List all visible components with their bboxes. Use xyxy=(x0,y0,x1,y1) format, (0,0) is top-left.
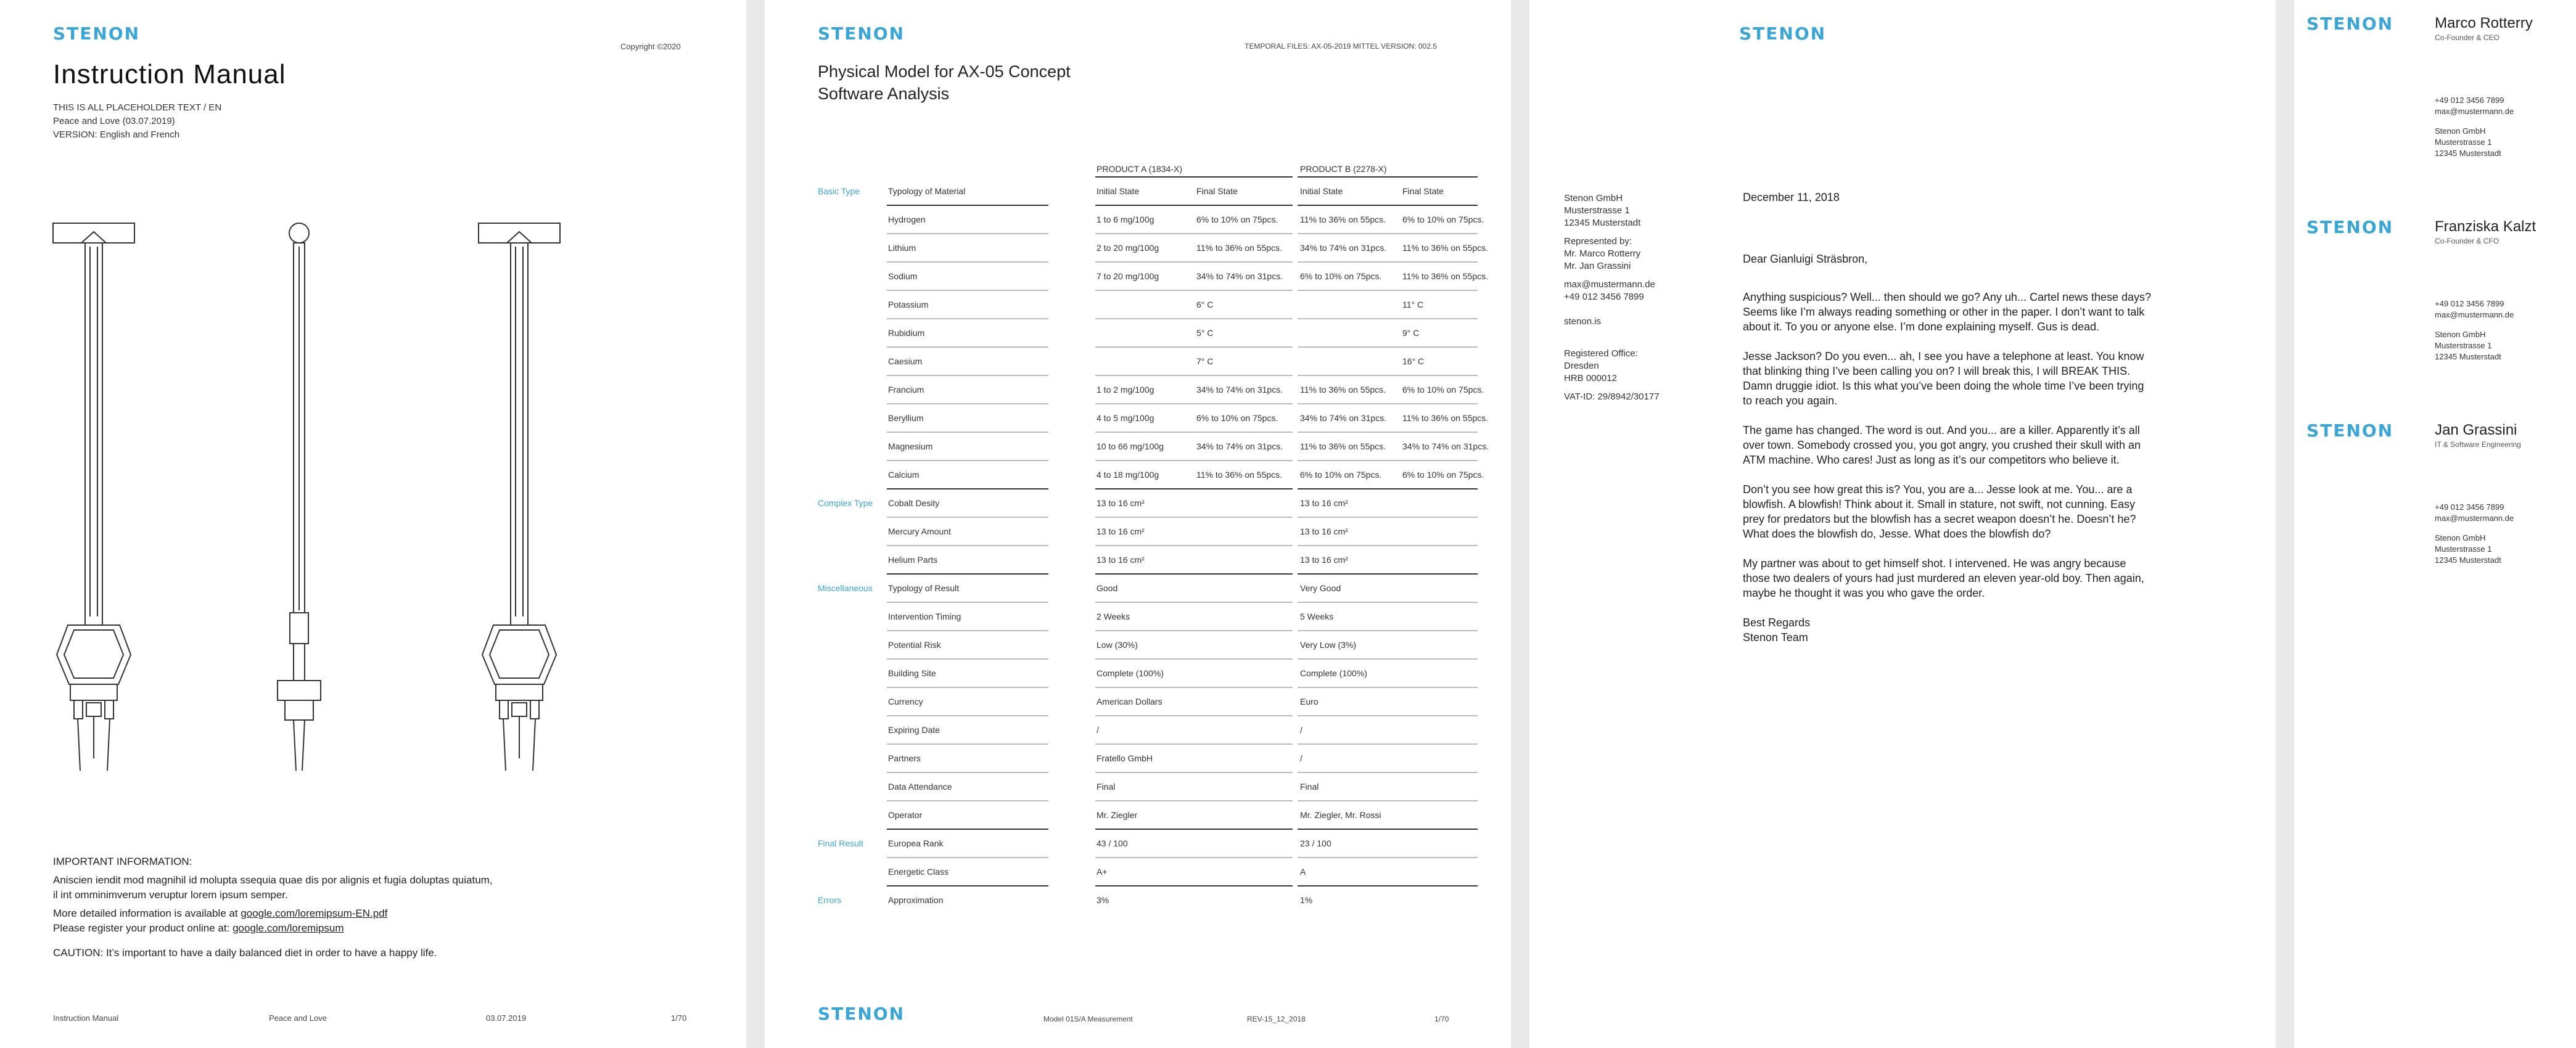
row-label: Energetic Class xyxy=(888,867,949,877)
product-b-initial-cell: 34% to 74% on 31pcs. xyxy=(1300,243,1387,253)
page-title: Instruction Manual xyxy=(53,59,286,89)
product-b-initial-cell: 11% to 36% on 55pcs. xyxy=(1300,441,1386,451)
meta-line: THIS IS ALL PLACEHOLDER TEXT / EN xyxy=(53,102,222,113)
product-a-initial-cell: 13 to 16 cm² xyxy=(1097,555,1145,565)
person-email[interactable]: max@mustermann.de xyxy=(2435,514,2514,523)
row-label: Sodium xyxy=(888,271,918,281)
paragraph-line: to reach you again. xyxy=(1743,395,1838,407)
person-address-line: Musterstrasse 1 xyxy=(2435,137,2492,147)
row-label: Operator xyxy=(888,810,923,820)
product-b-initial-cell: Final xyxy=(1300,782,1319,792)
comparison-table xyxy=(818,159,1489,915)
row-label: Helium Parts xyxy=(888,555,938,565)
table-row xyxy=(818,830,1478,858)
product-a-initial-cell: A+ xyxy=(1097,867,1108,877)
meta-line: VERSION: English and French xyxy=(53,129,180,140)
product-b-initial-cell: 23 / 100 xyxy=(1300,838,1331,848)
register-line xyxy=(53,921,670,936)
product-a-initial-cell: Initial State xyxy=(1097,186,1140,196)
office-city: Dresden xyxy=(1564,361,1599,371)
person-address-line: Stenon GmbH xyxy=(2435,330,2486,339)
paragraph-line: that blinking thing I’ve been calling you on? I will break this, I will BREAK THIS. xyxy=(1743,365,2130,377)
letter-paragraph xyxy=(1743,556,2212,600)
address-line: Musterstrasse 1 xyxy=(1564,205,1630,216)
paragraph-line: prey for predators but the blowfish has a secret weapon doesn’t he. Doesn’t he? xyxy=(1743,513,2136,525)
important-heading: IMPORTANT INFORMATION: xyxy=(53,856,192,867)
table-row xyxy=(818,716,1478,745)
product-b-final-cell: Final State xyxy=(1402,186,1444,196)
product-b-final-cell: 6% to 10% on 75pcs. xyxy=(1402,470,1484,480)
paragraph-line: My partner was about to get himself shot. I intervened. He was angry because xyxy=(1743,557,2126,570)
product-b-initial-cell: Very Low (3%) xyxy=(1300,640,1357,650)
person-name: Jan Grassini xyxy=(2435,422,2517,438)
representative-name: Mr. Jan Grassini xyxy=(1564,261,1631,271)
more-info-line xyxy=(53,906,670,921)
row-section-label: Basic Type xyxy=(818,186,860,196)
product-a-initial-cell: 4 to 18 mg/100g xyxy=(1097,470,1159,480)
table-row xyxy=(818,745,1478,773)
row-label: Approximation xyxy=(888,895,944,905)
table-row xyxy=(818,348,1478,376)
important-line: Aniscien iendit mod magnihil id molupta ssequia quae dis por alignis et fugia doluptas quiatum, xyxy=(53,874,493,886)
product-b-final-cell: 11% to 36% on 55pcs. xyxy=(1402,243,1489,253)
paragraph-line: Seems like I’m always reading something or other in the paper. I don’t want to talk xyxy=(1743,306,2145,318)
table-row xyxy=(818,688,1478,716)
row-label: Building Site xyxy=(888,668,936,678)
person-role: Co-Founder & CEO xyxy=(2435,33,2500,42)
table-row xyxy=(818,660,1478,688)
letter-body xyxy=(1743,190,2212,645)
product-b-initial-cell: Euro xyxy=(1300,697,1319,706)
table-row xyxy=(818,631,1478,660)
row-label: Magnesium xyxy=(888,441,933,451)
product-a-initial-cell: 1 to 2 mg/100g xyxy=(1097,385,1154,395)
stenon-logo: STENON xyxy=(53,23,141,44)
product-b-initial-cell: 13 to 16 cm² xyxy=(1300,498,1348,508)
website-link[interactable]: stenon.is xyxy=(1564,316,1602,327)
stenon-logo: STENON xyxy=(2306,14,2394,34)
person-address-line: 12345 Musterstadt xyxy=(2435,149,2501,158)
table-row xyxy=(818,291,1478,319)
product-a-initial-cell: 2 to 20 mg/100g xyxy=(1097,243,1159,253)
product-b-final-cell: 11° C xyxy=(1402,300,1424,309)
paragraph-line: over town. Somebody crossed you, you got angry, you crushed their skull with an xyxy=(1743,439,2141,451)
paragraph-line: blowfish. A blowfish! Think about it. Small in stature, not swift, not cunning. Easy xyxy=(1743,498,2135,510)
device-side-view-drawing xyxy=(271,216,327,783)
product-b-final-cell: 16° C xyxy=(1402,356,1425,366)
address-line: 12345 Musterstadt xyxy=(1564,218,1641,228)
row-label: Beryllium xyxy=(888,413,924,423)
footer-page-number: 1/70 xyxy=(1434,1015,1449,1023)
product-a-final-cell: 34% to 74% on 31pcs. xyxy=(1196,441,1283,451)
row-label: Mercury Amount xyxy=(888,526,951,536)
product-a-initial-cell: 10 to 66 mg/100g xyxy=(1097,441,1164,451)
paragraph-line: those two dealers of yours had just murdered an eleven year-old boy. Then again, xyxy=(1743,572,2144,584)
product-b-initial-cell: 34% to 74% on 31pcs. xyxy=(1300,413,1387,423)
product-a-initial-cell: Fratello GmbH xyxy=(1097,753,1153,763)
paragraph-line: What does the blowfish do, Jesse. What does the blowfish do? xyxy=(1743,528,2051,540)
register-link[interactable]: google.com/loremipsum xyxy=(232,922,344,934)
product-a-final-cell: 6° C xyxy=(1196,300,1214,309)
product-b-final-cell: 11% to 36% on 55pcs. xyxy=(1402,413,1489,423)
product-a-initial-cell: 43 / 100 xyxy=(1097,838,1128,848)
product-b-initial-cell: 6% to 10% on 75pcs. xyxy=(1300,470,1382,480)
product-b-initial-cell: Mr. Ziegler, Mr. Rossi xyxy=(1300,810,1381,820)
paragraph-line: The game has changed. The word is out. And you... are a killer. Apparently it’s all xyxy=(1743,424,2140,436)
contact-email[interactable]: max@mustermann.de xyxy=(1564,279,1655,290)
person-phone: +49 012 3456 7899 xyxy=(2435,502,2504,512)
letter-paragraph xyxy=(1743,290,2212,334)
sender-sidebar xyxy=(1564,192,1660,403)
stenon-logo: STENON xyxy=(2306,420,2394,441)
product-a-final-cell: 7° C xyxy=(1196,356,1214,366)
product-a-header: PRODUCT A (1834-X) xyxy=(1097,164,1183,174)
product-b-initial-cell: 6% to 10% on 75pcs. xyxy=(1300,271,1382,281)
table-row xyxy=(818,801,1478,830)
product-a-initial-cell: Final xyxy=(1097,782,1116,792)
device-front-view-drawing xyxy=(49,216,142,783)
person-address-line: 12345 Musterstadt xyxy=(2435,352,2501,361)
stenon-logo: STENON xyxy=(818,23,905,44)
product-a-final-cell: 5° C xyxy=(1196,328,1214,338)
business-cards-page xyxy=(2294,0,2576,1048)
product-b-final-cell: 9° C xyxy=(1402,328,1420,338)
address-line: Stenon GmbH xyxy=(1564,193,1623,203)
row-label: Expiring Date xyxy=(888,725,940,735)
header-file-info: TEMPORAL FILES: AX-05-2019 MITTEL VERSION: 002.5 xyxy=(1245,42,1437,51)
product-a-initial-cell: 13 to 16 cm² xyxy=(1097,526,1145,536)
row-label: Currency xyxy=(888,697,923,706)
person-address-line: Stenon GmbH xyxy=(2435,533,2486,542)
vat-id: VAT-ID: 29/8942/30177 xyxy=(1564,391,1660,402)
product-a-initial-cell: Good xyxy=(1097,583,1118,593)
row-label: Data Attendance xyxy=(888,782,952,792)
table-row xyxy=(818,886,1478,915)
product-a-final-cell: 6% to 10% on 75pcs. xyxy=(1196,413,1278,423)
caution-text: CAUTION: It’s important to have a daily balanced diet in order to have a happy life. xyxy=(53,947,437,959)
stenon-footer-logo: STENON xyxy=(818,1004,905,1024)
product-a-initial-cell: 7 to 20 mg/100g xyxy=(1097,271,1159,281)
contact-phone: +49 012 3456 7899 xyxy=(1564,292,1644,302)
product-b-final-cell: 6% to 10% on 75pcs. xyxy=(1402,385,1484,395)
person-role: IT & Software Engineering xyxy=(2435,440,2521,449)
person-name: Marco Rotterry xyxy=(2435,15,2533,31)
product-b-initial-cell: A xyxy=(1300,867,1306,877)
table-header xyxy=(818,159,1478,178)
analysis-table-page xyxy=(765,0,1511,1048)
product-b-initial-cell: 13 to 16 cm² xyxy=(1300,555,1348,565)
table-row xyxy=(818,546,1478,575)
important-info-block xyxy=(53,854,670,960)
table-row xyxy=(818,518,1478,546)
table-row xyxy=(818,206,1484,234)
person-contact xyxy=(2435,95,2514,159)
row-section-label: Final Result xyxy=(818,838,863,848)
product-a-initial-cell: Mr. Ziegler xyxy=(1097,810,1138,820)
product-b-header: PRODUCT B (2278-X) xyxy=(1300,164,1387,174)
closing-signature: Stenon Team xyxy=(1743,631,1808,644)
product-a-initial-cell: / xyxy=(1097,725,1099,735)
row-label: Europea Rank xyxy=(888,838,944,848)
paragraph-line: about it. To you or anyone else. I’m done explaining myself. Gus is dead. xyxy=(1743,321,2100,333)
pdf-link[interactable]: google.com/loremipsum-EN.pdf xyxy=(241,907,388,919)
letter-paragraph xyxy=(1743,482,2212,541)
paragraph-line: Anything suspicious? Well... then should we go? Any uh... Cartel news these days? xyxy=(1743,291,2152,303)
row-label: Rubidium xyxy=(888,328,925,338)
product-b-initial-cell: Complete (100%) xyxy=(1300,668,1367,678)
row-label: Typology of Material xyxy=(888,186,966,196)
product-a-initial-cell: 1 to 6 mg/100g xyxy=(1097,215,1154,224)
row-label: Intervention Timing xyxy=(888,612,961,621)
row-section-label: Errors xyxy=(818,895,842,905)
product-b-final-cell: 11% to 36% on 55pcs. xyxy=(1402,271,1489,281)
stenon-logo: STENON xyxy=(1739,23,1827,44)
row-section-label: Miscellaneous xyxy=(818,583,873,593)
letter-salutation: Dear Gianluigi Sträsbron, xyxy=(1743,253,1868,265)
title-line: Physical Model for AX-05 Concept xyxy=(818,62,1071,81)
product-a-final-cell: 34% to 74% on 31pcs. xyxy=(1196,385,1283,395)
title-line: Software Analysis xyxy=(818,84,950,103)
row-label: Caesium xyxy=(888,356,923,366)
table-row xyxy=(818,461,1484,489)
product-b-initial-cell: 11% to 36% on 55pcs. xyxy=(1300,385,1386,395)
copyright-text: Copyright ©2020 xyxy=(620,42,681,51)
product-b-initial-cell: Very Good xyxy=(1300,583,1341,593)
product-b-final-cell: 6% to 10% on 75pcs. xyxy=(1402,215,1484,224)
product-a-initial-cell: 3% xyxy=(1097,895,1109,905)
person-email[interactable]: max@mustermann.de xyxy=(2435,107,2514,116)
person-address-line: Stenon GmbH xyxy=(2435,126,2486,136)
person-phone: +49 012 3456 7899 xyxy=(2435,96,2504,105)
more-info-text: More detailed information is available at xyxy=(53,907,241,919)
product-b-initial-cell: 13 to 16 cm² xyxy=(1300,526,1348,536)
person-address-line: Musterstrasse 1 xyxy=(2435,341,2492,350)
row-label: Partners xyxy=(888,753,921,763)
table-row xyxy=(818,489,1478,518)
paragraph-line: ATM machine. Who cares! Just as long as it’s our competitors who believe it. xyxy=(1743,454,2120,466)
product-a-final-cell: 11% to 36% on 55pcs. xyxy=(1196,243,1283,253)
instruction-manual-page xyxy=(0,0,746,1048)
footer-date: 03.07.2019 xyxy=(486,1013,527,1023)
meta-line: Peace and Love (03.07.2019) xyxy=(53,116,175,126)
product-a-initial-cell: 2 Weeks xyxy=(1097,612,1130,621)
person-contact xyxy=(2435,298,2514,362)
product-a-initial-cell: American Dollars xyxy=(1097,697,1162,706)
letter-paragraphs xyxy=(1743,290,2212,600)
letter-paragraph xyxy=(1743,349,2212,408)
office-heading: Registered Office: xyxy=(1564,348,1638,359)
table-row xyxy=(818,858,1478,886)
paragraph-line: Don’t you see how great this is? You, you are a... Jesse look at me. You... are a xyxy=(1743,483,2133,496)
closing-line: Best Regards xyxy=(1743,616,1811,629)
footer-revision: REV-15_12_2018 xyxy=(1247,1015,1306,1023)
product-a-initial-cell: 13 to 16 cm² xyxy=(1097,498,1145,508)
row-label: Potential Risk xyxy=(888,640,941,650)
paragraph-line: Damn druggie idiot. Is this what you’ve been doing the whole time I’ve been trying xyxy=(1743,380,2144,392)
footer-page-number: 1/70 xyxy=(671,1013,687,1023)
page-title xyxy=(818,60,1071,105)
footer-model: Model 01S/A Measurement xyxy=(1043,1015,1133,1023)
letter-closing xyxy=(1743,615,2212,645)
device-back-view-drawing xyxy=(475,216,567,783)
product-a-initial-cell: Low (30%) xyxy=(1097,640,1138,650)
product-b-initial-cell: / xyxy=(1300,725,1302,735)
office-hrb: HRB 000012 xyxy=(1564,373,1617,383)
table-row xyxy=(818,234,1489,263)
row-section-label: Complex Type xyxy=(818,498,873,508)
paragraph-line: Jesse Jackson? Do you even... ah, I see you have a telephone at least. You know xyxy=(1743,350,2144,362)
product-b-initial-cell: 1% xyxy=(1300,895,1313,905)
stenon-logo: STENON xyxy=(2306,217,2394,237)
represented-heading: Represented by: xyxy=(1564,236,1632,247)
document-meta xyxy=(53,101,221,142)
representative-name: Mr. Marco Rotterry xyxy=(1564,248,1641,259)
table-body xyxy=(818,178,1489,915)
product-b-initial-cell: 11% to 36% on 55pcs. xyxy=(1300,215,1386,224)
table-row xyxy=(818,376,1484,404)
table-row xyxy=(818,263,1489,291)
table-row xyxy=(818,433,1489,461)
footer-tagline: Peace and Love xyxy=(269,1013,327,1023)
product-a-final-cell: Final State xyxy=(1196,186,1238,196)
product-b-final-cell: 34% to 74% on 31pcs. xyxy=(1402,441,1489,451)
table-row xyxy=(818,773,1478,801)
product-a-final-cell: 11% to 36% on 55pcs. xyxy=(1196,470,1283,480)
table-row xyxy=(818,575,1478,603)
table-row xyxy=(818,319,1478,348)
product-a-initial-cell: 4 to 5 mg/100g xyxy=(1097,413,1154,423)
product-b-initial-cell: Initial State xyxy=(1300,186,1343,196)
letter-paragraph xyxy=(1743,423,2212,467)
row-label: Hydrogen xyxy=(888,215,926,224)
row-label: Typology of Result xyxy=(888,583,960,593)
person-address-line: Musterstrasse 1 xyxy=(2435,544,2492,554)
paragraph-line: maybe he thought it was you who gave the order. xyxy=(1743,587,1985,599)
important-line: il int omminimverum veruptur lorem ipsum semper. xyxy=(53,889,288,901)
row-label: Calcium xyxy=(888,470,920,480)
footer-doc-name: Instruction Manual xyxy=(53,1013,119,1023)
table-row xyxy=(818,603,1478,631)
person-email[interactable]: max@mustermann.de xyxy=(2435,310,2514,319)
row-label: Lithium xyxy=(888,243,916,253)
person-role: Co-Founder & CFO xyxy=(2435,237,2500,245)
product-a-initial-cell: Complete (100%) xyxy=(1097,668,1164,678)
row-label: Potassium xyxy=(888,300,929,309)
person-address-line: 12345 Musterstadt xyxy=(2435,555,2501,565)
product-a-final-cell: 6% to 10% on 75pcs. xyxy=(1196,215,1278,224)
person-contact xyxy=(2435,502,2514,566)
person-name: Franziska Kalzt xyxy=(2435,218,2537,235)
person-phone: +49 012 3456 7899 xyxy=(2435,299,2504,308)
product-b-initial-cell: / xyxy=(1300,753,1302,763)
product-b-initial-cell: 5 Weeks xyxy=(1300,612,1334,621)
row-label: Cobalt Desity xyxy=(888,498,940,508)
letter-date: December 11, 2018 xyxy=(1743,191,1840,203)
product-a-final-cell: 34% to 74% on 31pcs. xyxy=(1196,271,1283,281)
register-text: Please register your product online at: xyxy=(53,922,233,934)
table-row xyxy=(818,178,1478,206)
table-row xyxy=(818,404,1489,433)
row-label: Francium xyxy=(888,385,924,395)
letter-page xyxy=(1529,0,2276,1048)
